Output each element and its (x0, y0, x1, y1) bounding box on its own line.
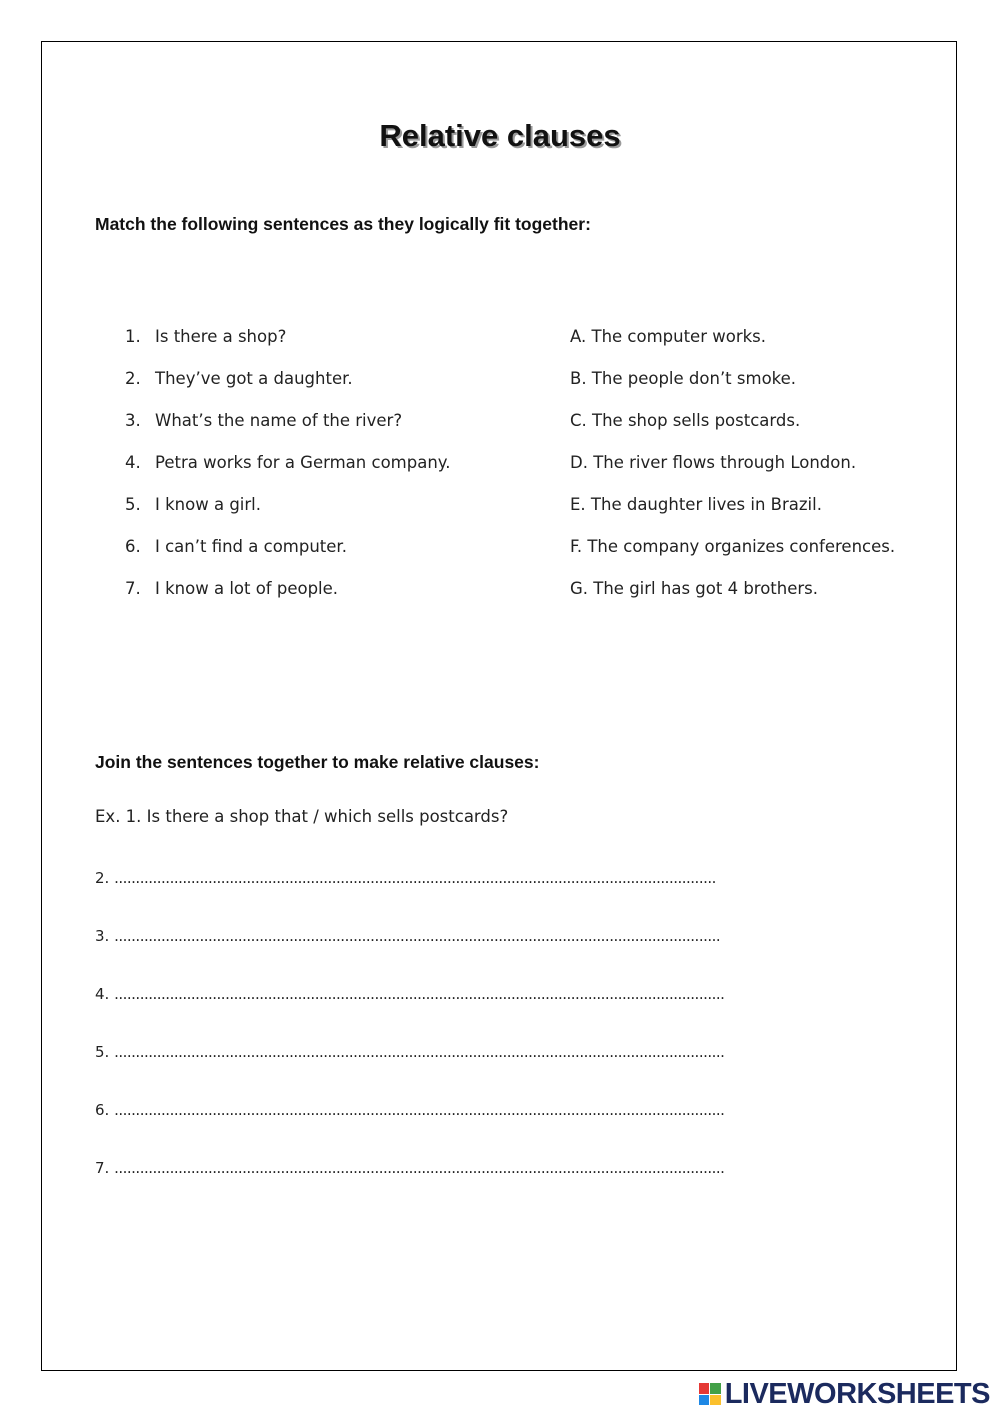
left-sentence (125, 400, 450, 442)
answer-dots: ............................................................................................................................................... (114, 1043, 725, 1061)
answer-number: 2. (95, 869, 110, 887)
right-sentence: F. The company organizes conferences. (570, 537, 896, 556)
item-text: Petra works for a German company. (155, 453, 451, 472)
logo-square (699, 1395, 710, 1406)
item-text: I can’t find a computer. (155, 537, 347, 556)
item-number: 7. (125, 579, 141, 598)
answer-number: 4. (95, 985, 110, 1003)
item-number: 3. (125, 411, 141, 430)
item-text: I know a lot of people. (155, 579, 339, 598)
item-number: 2. (125, 369, 141, 388)
answer-line[interactable] (95, 869, 716, 887)
answer-line[interactable] (95, 1043, 724, 1061)
logo-square (710, 1395, 721, 1406)
logo-square (710, 1383, 721, 1394)
answer-number: 7. (95, 1159, 110, 1177)
right-sentence: B. The people don’t smoke. (570, 369, 797, 388)
worksheet-title: Relative clauses (379, 118, 621, 153)
item-number: 1. (125, 327, 141, 346)
answer-dots: ............................................................................................................................................... (114, 1101, 725, 1119)
answer-line[interactable] (95, 985, 724, 1003)
answer-dots: .............................................................................................................................................. (114, 927, 721, 945)
logo-square (699, 1383, 710, 1394)
item-number: 4. (125, 453, 141, 472)
exercise2-instruction: Join the sentences together to make relative clauses: (95, 752, 540, 772)
sentence-list-right (570, 316, 895, 610)
right-sentence: G. The girl has got 4 brothers. (570, 579, 819, 598)
right-sentence: D. The river flows through London. (570, 453, 857, 472)
sentence-list-left (125, 316, 450, 610)
answer-number: 5. (95, 1043, 110, 1061)
answer-dots: ............................................................................................................................................... (114, 985, 725, 1003)
left-sentence (125, 442, 450, 484)
item-text: They’ve got a daughter. (155, 369, 353, 388)
exercise1-instruction: Match the following sentences as they logically fit together: (95, 214, 591, 234)
right-sentence: A. The computer works. (570, 327, 767, 346)
answer-number: 6. (95, 1101, 110, 1119)
answer-dots: ............................................................................................................................................... (114, 1159, 725, 1177)
right-sentence: C. The shop sells postcards. (570, 411, 801, 430)
answer-number: 3. (95, 927, 110, 945)
left-sentence (125, 358, 450, 400)
answer-line[interactable] (95, 1159, 724, 1177)
item-text: I know a girl. (155, 495, 261, 514)
left-sentence (125, 526, 450, 568)
brand-name: LIVEWORKSHEETS (724, 1377, 990, 1410)
example-sentence: Ex. 1. Is there a shop that / which sells postcards? (95, 807, 509, 826)
answer-line[interactable] (95, 1101, 724, 1119)
logo-grid-icon (699, 1383, 721, 1405)
right-sentence: E. The daughter lives in Brazil. (570, 495, 822, 514)
item-number: 6. (125, 537, 141, 556)
left-sentence (125, 484, 450, 526)
item-text: Is there a shop? (155, 327, 287, 346)
liveworksheets-logo[interactable] (699, 1378, 990, 1410)
item-text: What’s the name of the river? (155, 411, 403, 430)
answer-dots: ............................................................................................................................................. (114, 869, 716, 887)
answer-line[interactable] (95, 927, 720, 945)
left-sentence (125, 568, 450, 610)
left-sentence (125, 316, 450, 358)
item-number: 5. (125, 495, 141, 514)
